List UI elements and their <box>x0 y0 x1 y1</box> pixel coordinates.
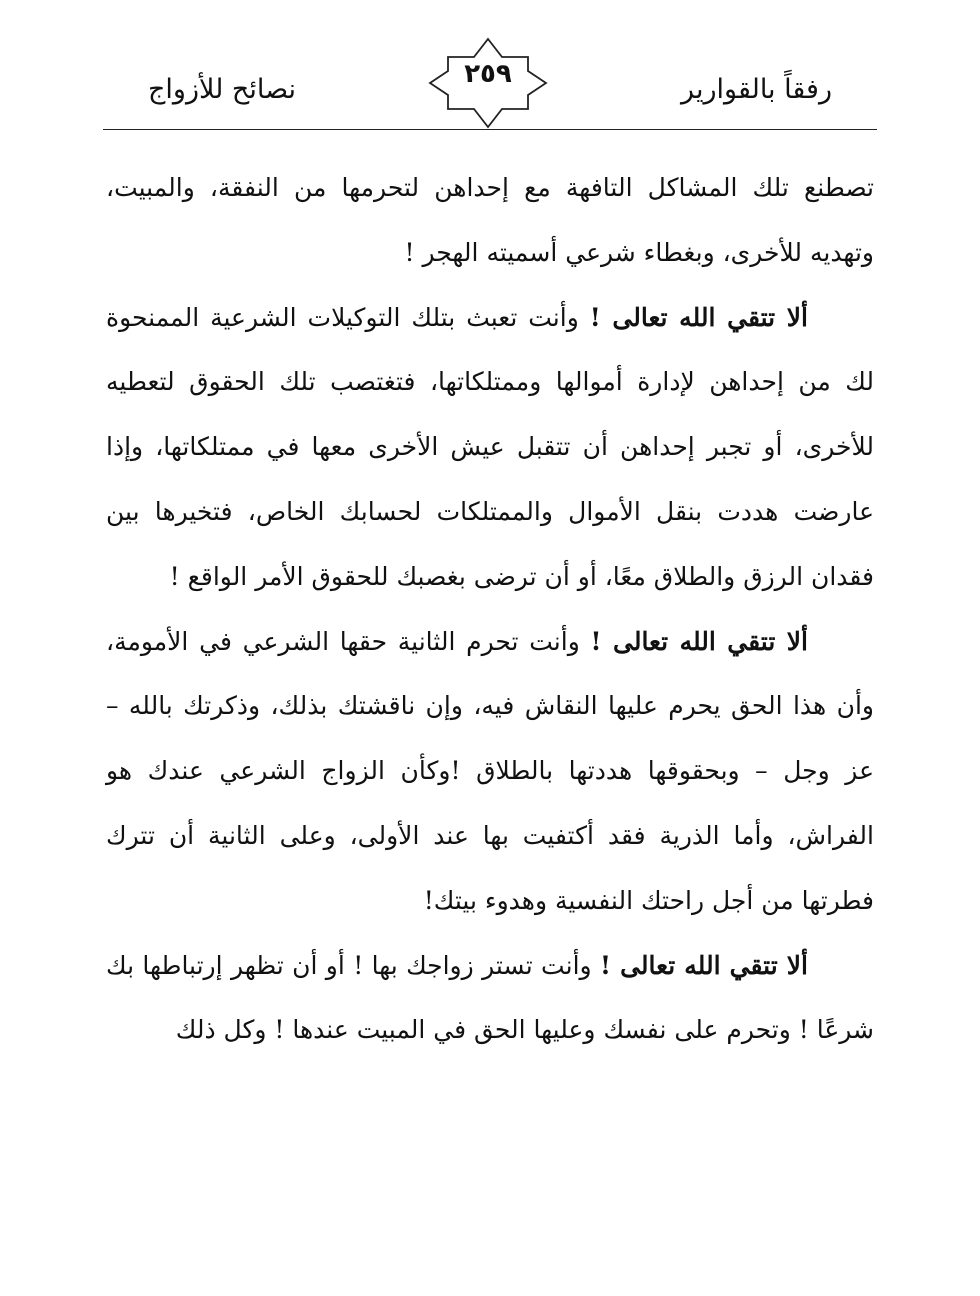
header-divider <box>103 129 877 130</box>
chapter-title: نصائح للأزواج <box>148 74 297 105</box>
paragraph-2 <box>106 286 874 610</box>
paragraph-4 <box>106 934 874 1064</box>
paragraph-3-text: وأنت تحرم الثانية حقها الشرعي في الأمومة، وأن هذا الحق يحرم عليها النقاش فيه، وإن ناقشتك بذلك، وذكرتك بالله – عز وجل – وبحقوقها هددتها بالطلاق !وكأن الزواج الشرعي عندك هو الفراش، وأما الذرية فقد أكتفيت بها عند الأولى، وعلى الثانية أن تترك فطرتها من أجل راحتك النفسية وهدوء بيتك! <box>106 626 874 915</box>
paragraph-2-text: وأنت تعبث بتلك التوكيلات الشرعية الممنحوة لك من إحداهن لإدارة أموالها وممتلكاتها، فتغتصب تلك الحقوق لتعطيه للأخرى، أو تجبر إحداهن أن تتقبل عيش الأخرى معها في ممتلكاتها، وإذا عارضت هددت بنقل الأموال والممتلكات لحسابك الخاص، فتخيرها بين فقدان الرزق والطلاق معًا، أو أن ترضى بغصبك للحقوق الأمر الواقع ! <box>106 302 874 591</box>
body-text <box>106 156 874 1063</box>
book-title: رفقاً بالقوارير <box>681 74 832 105</box>
paragraph-1-text: تصطنع تلك المشاكل التافهة مع إحداهن لتحرمها من النفقة، والمبيت، وتهديه للأخرى، وبغطاء شرعي أسميته الهجر ! <box>106 173 874 267</box>
paragraph-3-lead: ألا تتقي الله تعالى ! <box>590 626 808 656</box>
paragraph-1 <box>106 156 874 286</box>
paragraph-3 <box>106 610 874 934</box>
page-number: ٢٥٩ <box>464 59 512 89</box>
paragraph-2-lead: ألا تتقي الله تعالى ! <box>589 302 808 332</box>
paragraph-4-lead: ألا تتقي الله تعالى ! <box>599 950 808 980</box>
paragraph-4-text: وأنت تستر زواجك بها ! أو أن تظهر إرتباطها بك شرعًا ! وتحرم على نفسك وعليها الحق في المبيت عندها ! وكل ذلك <box>106 950 874 1045</box>
page-header <box>0 0 980 135</box>
page-number-badge <box>428 37 548 129</box>
